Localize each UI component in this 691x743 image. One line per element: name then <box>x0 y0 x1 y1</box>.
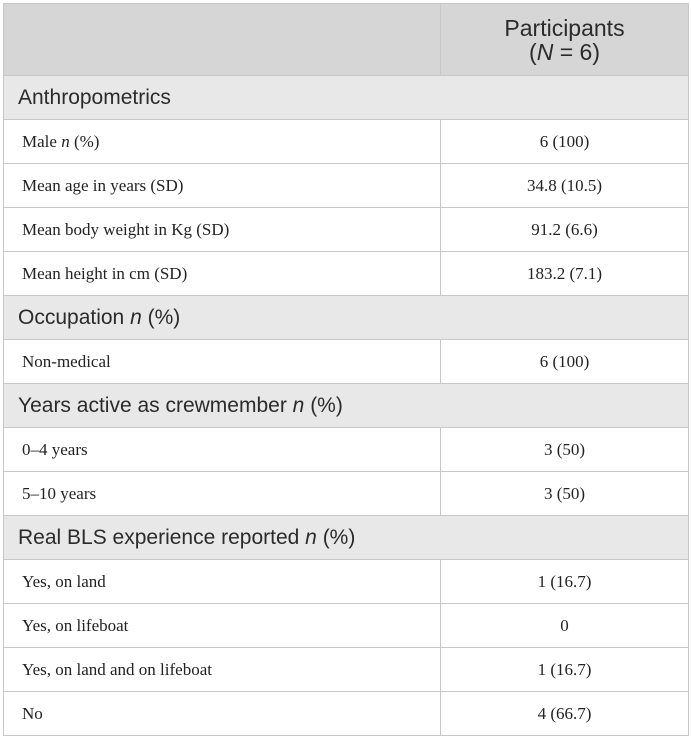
section-title-italic: n <box>305 525 317 549</box>
row-value: 3 (50) <box>441 472 689 516</box>
participants-table <box>3 3 689 736</box>
table-row <box>4 560 689 604</box>
section-title-italic: n <box>130 305 142 329</box>
header-empty-cell <box>4 4 441 76</box>
row-label-part: 5–10 years <box>22 483 97 503</box>
table-row <box>4 120 689 164</box>
row-label-part: Yes, on lifeboat <box>22 615 129 635</box>
row-label <box>4 120 441 164</box>
section-title-text: Years active as crewmember <box>18 393 293 417</box>
section-title-suffix: (%) <box>304 393 343 417</box>
row-label-part: (%) <box>69 131 100 151</box>
row-label-part: Male <box>22 131 62 151</box>
section-title <box>4 516 689 560</box>
row-label-part: Yes, on land and on lifeboat <box>22 659 212 679</box>
row-value: 6 (100) <box>441 340 689 384</box>
row-value: 0 <box>441 604 689 648</box>
table-row <box>4 252 689 296</box>
table-row <box>4 648 689 692</box>
row-value: 34.8 (10.5) <box>441 164 689 208</box>
header-participants-line2 <box>441 40 688 64</box>
header-n-var: N <box>536 38 554 65</box>
row-label <box>4 252 441 296</box>
section-row <box>4 76 689 120</box>
section-title-suffix: (%) <box>316 525 356 549</box>
section-title <box>4 76 689 120</box>
section-title <box>4 384 689 428</box>
table-row <box>4 692 689 736</box>
row-label <box>4 648 441 692</box>
row-label <box>4 428 441 472</box>
row-label <box>4 340 441 384</box>
row-label-part: Mean body weight in Kg (SD) <box>22 219 230 239</box>
row-label <box>4 472 441 516</box>
table-row <box>4 340 689 384</box>
row-label <box>4 164 441 208</box>
row-value: 91.2 (6.6) <box>441 208 689 252</box>
row-label-part: Mean height in cm (SD) <box>22 263 188 283</box>
row-label-part: Non-medical <box>22 351 111 371</box>
section-title-suffix: (%) <box>141 305 181 329</box>
section-row <box>4 296 689 340</box>
header-participants-line1: Participants <box>504 14 625 41</box>
table-row <box>4 164 689 208</box>
row-label-part: n <box>61 131 70 151</box>
header-paren-open: ( <box>529 38 537 65</box>
section-title <box>4 296 689 340</box>
table-row <box>4 428 689 472</box>
section-title-text: Real BLS experience reported <box>18 525 306 549</box>
section-title-italic: n <box>292 393 305 417</box>
header-participants <box>441 4 689 76</box>
section-row <box>4 516 689 560</box>
row-label-part: No <box>22 703 43 723</box>
row-label <box>4 692 441 736</box>
row-label-part: 0–4 years <box>22 439 88 459</box>
table-row <box>4 208 689 252</box>
row-label <box>4 604 441 648</box>
row-value: 1 (16.7) <box>441 648 689 692</box>
section-title-text: Anthropometrics <box>18 85 171 109</box>
row-label <box>4 560 441 604</box>
row-label <box>4 208 441 252</box>
section-row <box>4 384 689 428</box>
table-row <box>4 604 689 648</box>
section-title-text: Occupation <box>18 305 131 329</box>
table-header-row <box>4 4 689 76</box>
row-value: 183.2 (7.1) <box>441 252 689 296</box>
row-value: 6 (100) <box>441 120 689 164</box>
row-value: 1 (16.7) <box>441 560 689 604</box>
row-value: 4 (66.7) <box>441 692 689 736</box>
row-label-part: Mean age in years (SD) <box>22 175 184 195</box>
row-value: 3 (50) <box>441 428 689 472</box>
header-n-value: = 6) <box>553 38 600 65</box>
table-row <box>4 472 689 516</box>
row-label-part: Yes, on land <box>22 571 106 591</box>
